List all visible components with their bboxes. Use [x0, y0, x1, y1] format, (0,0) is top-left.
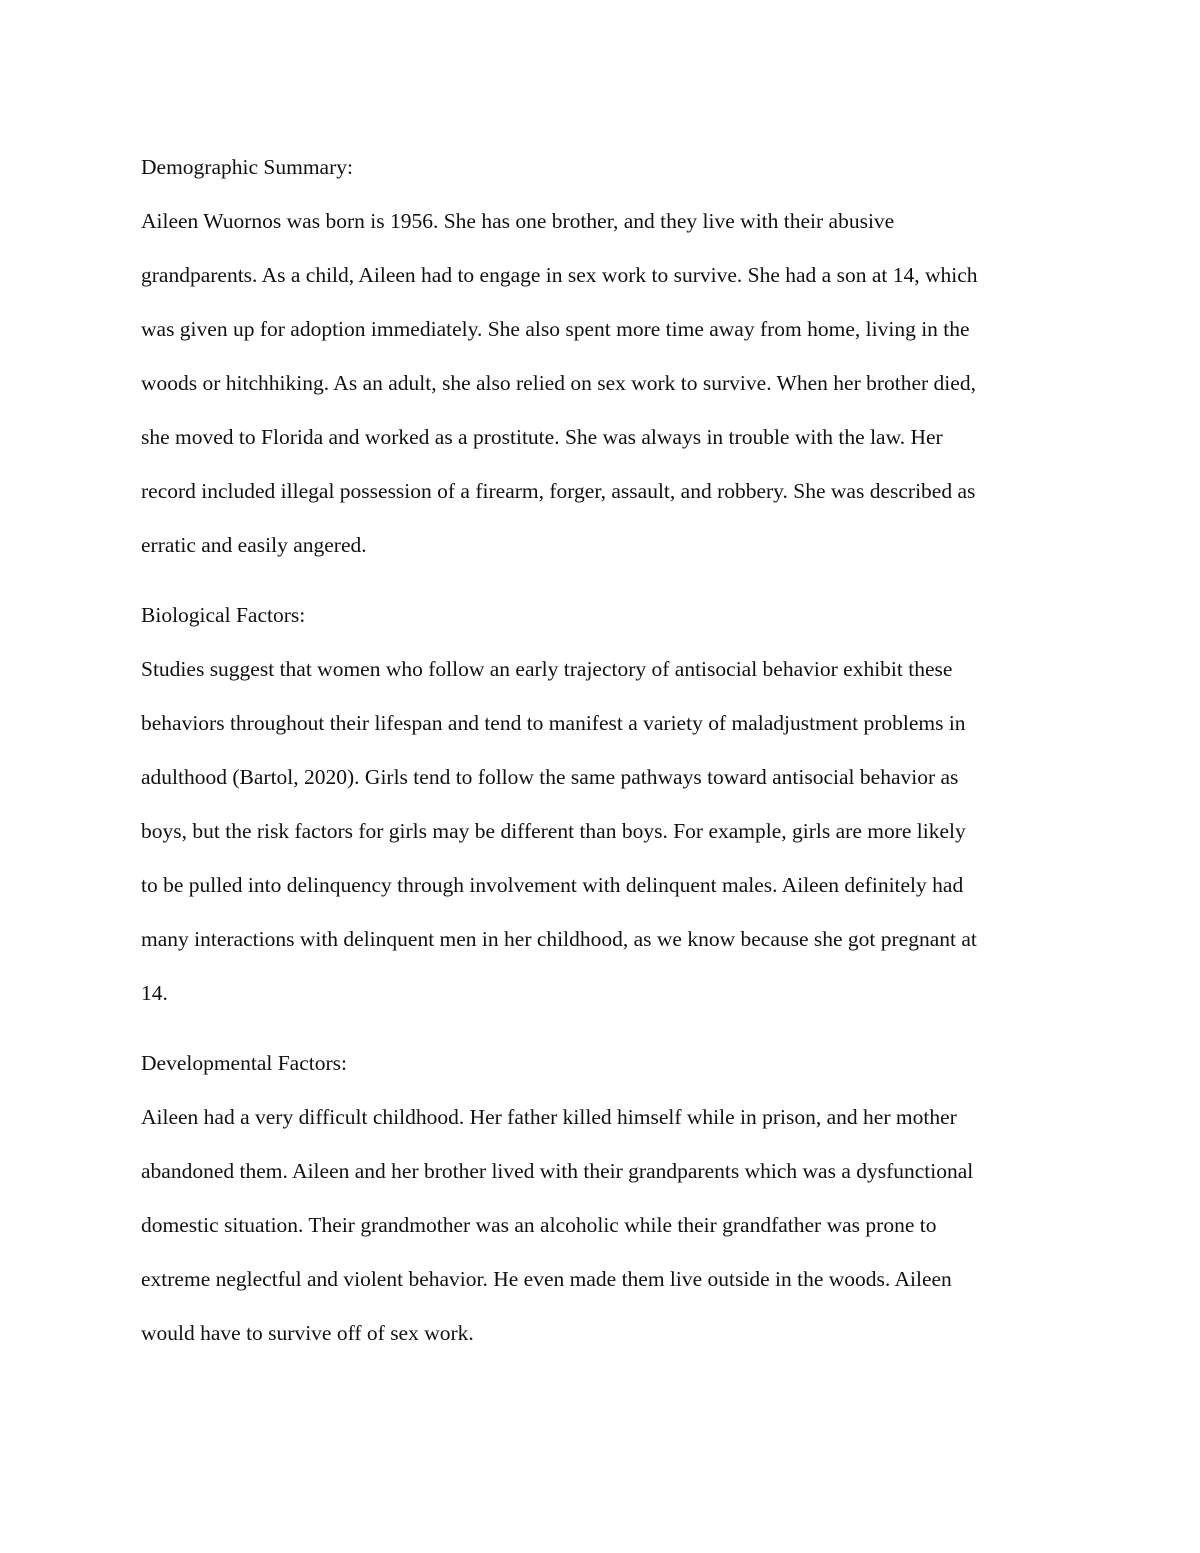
paragraph-line: would have to survive off of sex work. [141, 1321, 474, 1345]
paragraph-line: domestic situation. Their grandmother was an alcoholic while their grandfather was prone to [141, 1213, 937, 1237]
paragraph-line: grandparents. As a child, Aileen had to engage in sex work to survive. She had a son at 14, which [141, 263, 978, 287]
paragraph-line: record included illegal possession of a firearm, forger, assault, and robbery. She was described as [141, 479, 976, 503]
paragraph-line: extreme neglectful and violent behavior. He even made them live outside in the woods. Aileen [141, 1267, 952, 1291]
paragraph-line: Aileen Wuornos was born is 1956. She has one brother, and they live with their abusive [141, 209, 895, 233]
paragraph-line: abandoned them. Aileen and her brother lived with their grandparents which was a dysfunctional [141, 1159, 974, 1183]
paragraph-line: 14. [141, 981, 168, 1005]
section-biological-factors [141, 588, 1061, 1020]
paragraph-line: erratic and easily angered. [141, 533, 367, 557]
paragraph-line: Aileen had a very difficult childhood. Her father killed himself while in prison, and her mother [141, 1105, 957, 1129]
paragraph-line: was given up for adoption immediately. She also spent more time away from home, living in the [141, 317, 970, 341]
paragraph-line: Studies suggest that women who follow an early trajectory of antisocial behavior exhibit these [141, 657, 953, 681]
section-spacer [141, 572, 1061, 588]
paragraph-line: many interactions with delinquent men in her childhood, as we know because she got pregnant at [141, 927, 977, 951]
paragraph-line: to be pulled into delinquency through involvement with delinquent males. Aileen definitely had [141, 873, 964, 897]
section-heading: Developmental Factors: [141, 1051, 347, 1075]
paragraph-line: behaviors throughout their lifespan and tend to manifest a variety of maladjustment problems in [141, 711, 966, 735]
paragraph-line: adulthood (Bartol, 2020). Girls tend to follow the same pathways toward antisocial behavior as [141, 765, 959, 789]
paragraph-line: boys, but the risk factors for girls may be different than boys. For example, girls are more likely [141, 819, 966, 843]
document-body [141, 140, 1061, 1360]
section-developmental-factors [141, 1036, 1061, 1360]
paragraph-line: woods or hitchhiking. As an adult, she also relied on sex work to survive. When her brother died, [141, 371, 976, 395]
section-heading: Biological Factors: [141, 603, 306, 627]
paragraph-line: she moved to Florida and worked as a prostitute. She was always in trouble with the law. Her [141, 425, 943, 449]
section-spacer [141, 1020, 1061, 1036]
section-demographic-summary [141, 140, 1061, 572]
section-heading: Demographic Summary: [141, 155, 353, 179]
